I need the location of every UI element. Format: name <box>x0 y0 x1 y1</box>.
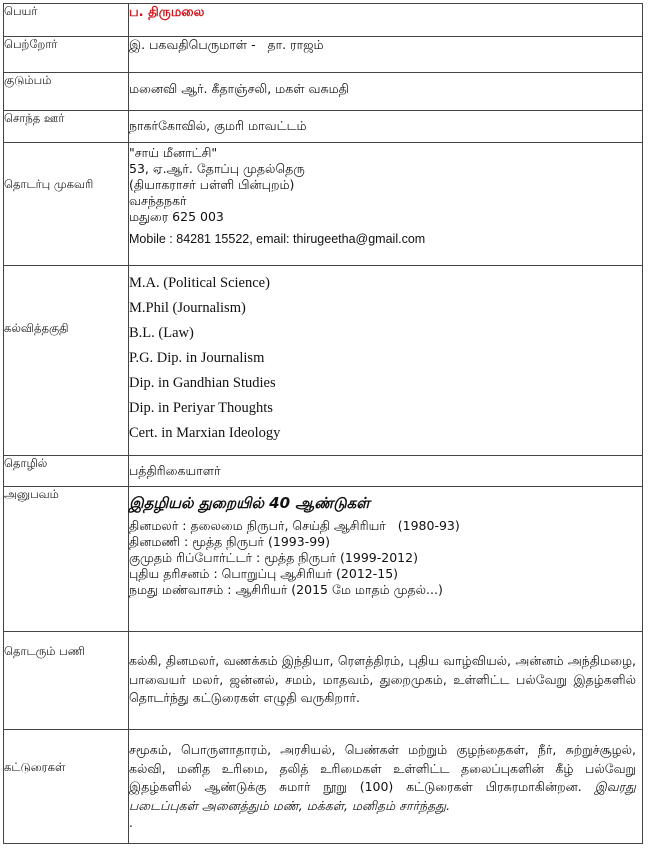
row-name <box>4 4 643 37</box>
label-hometown: சொந்த ஊர் <box>4 111 129 143</box>
address-line: 53, ஏ.ஆர். தோப்பு முதல்தெரு <box>129 161 305 176</box>
row-parents <box>4 37 643 73</box>
label-education: கல்வித்தகுதி <box>4 266 129 456</box>
value-education <box>129 266 643 456</box>
experience-item: தினமணி : மூத்த நிருபர் (1993-99) <box>129 534 330 549</box>
experience-item: தினமலர் : தலைமை நிருபர், செய்தி ஆசிரியர் (1980-93) <box>129 518 460 533</box>
contact-line: Mobile : 84281 15522, email: thirugeetha@gmail.com <box>129 232 426 246</box>
label-address: தொடர்பு முகவரி <box>4 143 129 266</box>
label-articles: கட்டுரைகள் <box>4 730 129 844</box>
experience-item: குமுதம் ரிப்போர்ட்டர் : மூத்த நிருபர் (1999-2012) <box>129 550 418 565</box>
education-item: M.A. (Political Science) <box>129 275 270 291</box>
education-item: B.L. (Law) <box>129 325 194 341</box>
row-articles <box>4 730 643 844</box>
experience-item: நமது மண்வாசம் : ஆசிரியர் (2015 மே மாதம் முதல்...) <box>129 582 443 597</box>
experience-item: புதிய தரிசனம் : பொறுப்பு ஆசிரியர் (2012-15) <box>129 566 399 581</box>
value-parents: இ. பகவதிபெருமாள் - தா. ராஜம் <box>129 37 643 73</box>
experience-heading: இதழியல் துறையில் 40 ஆண்டுகள் <box>129 494 370 512</box>
row-address <box>4 143 643 266</box>
person-name: ப. திருமலை <box>129 5 205 20</box>
value-address <box>129 143 643 266</box>
value-ongoing <box>129 632 643 730</box>
value-experience <box>129 487 643 632</box>
education-item: Dip. in Gandhian Studies <box>129 375 276 391</box>
education-item: M.Phil (Journalism) <box>129 300 246 316</box>
row-family <box>4 73 643 111</box>
label-experience: அனுபவம் <box>4 487 129 632</box>
label-parents: பெற்றோர் <box>4 37 129 73</box>
row-hometown <box>4 111 643 143</box>
value-family: மனைவி ஆர். கீதாஞ்சலி, மகள் வசுமதி <box>129 73 643 111</box>
value-articles <box>129 730 643 844</box>
articles-paragraph <box>129 741 642 815</box>
articles-trailing-dot: . <box>129 816 133 830</box>
biodata-table <box>3 3 643 844</box>
row-ongoing <box>4 632 643 730</box>
value-hometown: நாகர்கோவில், குமரி மாவட்டம் <box>129 111 643 143</box>
value-profession: பத்திரிகையாளர் <box>129 456 643 487</box>
label-ongoing: தொடரும் பணி <box>4 632 129 730</box>
label-name: பெயர் <box>4 4 129 37</box>
row-education <box>4 266 643 456</box>
address-line: மதுரை 625 003 <box>129 209 224 224</box>
education-item: P.G. Dip. in Journalism <box>129 350 265 366</box>
row-profession <box>4 456 643 487</box>
articles-text: சமூகம், பொருளாதாரம், அரசியல், பெண்கள் மற்றும் குழந்தைகள், நீர், சுற்றுச்சூழல், கல்வி, மனித உரிமை, தலித் உரிமைகள் உள்ளிட்ட தலைப்புகளின் கீழ் பல்வேறு இதழ்களில் ஆண்டுக்கு சுமார் நூறு (100) கட்டுரைகள் பிரசுரமாகின்றன. <box>129 742 636 794</box>
education-item: Cert. in Marxian Ideology <box>129 425 281 441</box>
label-family: குடும்பம் <box>4 73 129 111</box>
value-name <box>129 4 643 37</box>
label-profession: தொழில் <box>4 456 129 487</box>
articles-italic-text: இவரது படைப்புகள் அனைத்தும் மண், மக்கள், மனிதம் சார்ந்தது. <box>129 779 636 813</box>
education-item: Dip. in Periyar Thoughts <box>129 400 273 416</box>
ongoing-paragraph: கல்கி, தினமலர், வணக்கம் இந்தியா, ரௌத்திரம், புதிய வாழ்வியல், அன்னம் அந்திமழை, பாவையர் மலர், ஜன்னல், சமம், மாதவம், துறைமுகம், உள்ளிட்ட பல்வேறு இதழ்களில் தொடர்ந்து கட்டுரைகள் எழுதி வருகிறார். <box>129 653 636 705</box>
address-line: "சாய் மீனாட்சி" <box>129 145 218 160</box>
row-experience <box>4 487 643 632</box>
address-line: வசந்தநகர் <box>129 193 187 208</box>
address-line: (தியாகராசர் பள்ளி பின்புறம்) <box>129 177 295 192</box>
